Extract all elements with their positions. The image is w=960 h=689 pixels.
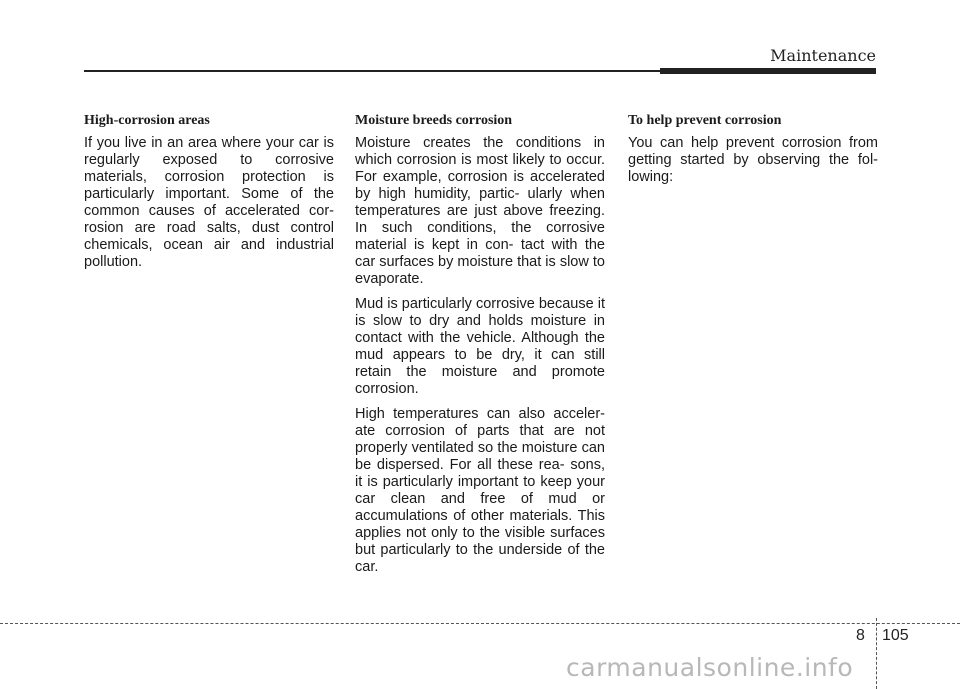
header-title: Maintenance	[770, 46, 876, 65]
header-rule-accent	[660, 68, 876, 74]
section-heading: Moisture breeds corrosion	[355, 113, 513, 128]
footer-divider	[876, 618, 877, 689]
column-moisture	[355, 112, 605, 584]
paragraph: Moisture creates the conditions in which corrosion is most likely to occur. For example, corrosion is accelerated by high humidity, partic- ularly when temperatures are just above freezing. In such conditions, the corrosive material is kept in con- tact with the car surfaces by moisture that is slow to evaporate.	[355, 135, 605, 287]
watermark: carmanualsonline.info	[566, 653, 854, 682]
paragraph: You can help prevent corrosion from getting started by observing the fol- lowing:	[628, 135, 878, 185]
section-heading: High-corrosion areas	[84, 113, 210, 128]
footer-dashed-line	[0, 623, 960, 624]
column-prevent-corrosion	[628, 112, 878, 194]
column-high-corrosion	[84, 112, 334, 279]
page-number: 105	[882, 627, 909, 644]
paragraph: High temperatures can also acceler- ate corrosion of parts that are not properly ventilated so the moisture can be dispersed. For all these rea- sons, it is particularly important to keep your car clean and free of mud or accumulations of other materials. This applies not only to the visible surfaces but particularly to the underside of the car.	[355, 406, 605, 575]
section-heading: To help prevent corrosion	[628, 113, 782, 128]
paragraph: If you live in an area where your car is regularly exposed to corrosive materials, corrosion protection is particularly important. Some of the common causes of accelerated cor- rosion are road salts, dust control chemicals, ocean air and industrial pollution.	[84, 135, 334, 270]
chapter-number: 8	[856, 627, 865, 644]
paragraph: Mud is particularly corrosive because it is slow to dry and holds moisture in contact with the vehicle. Although the mud appears to be dry, it can still retain the moisture and promote corrosion.	[355, 296, 605, 397]
